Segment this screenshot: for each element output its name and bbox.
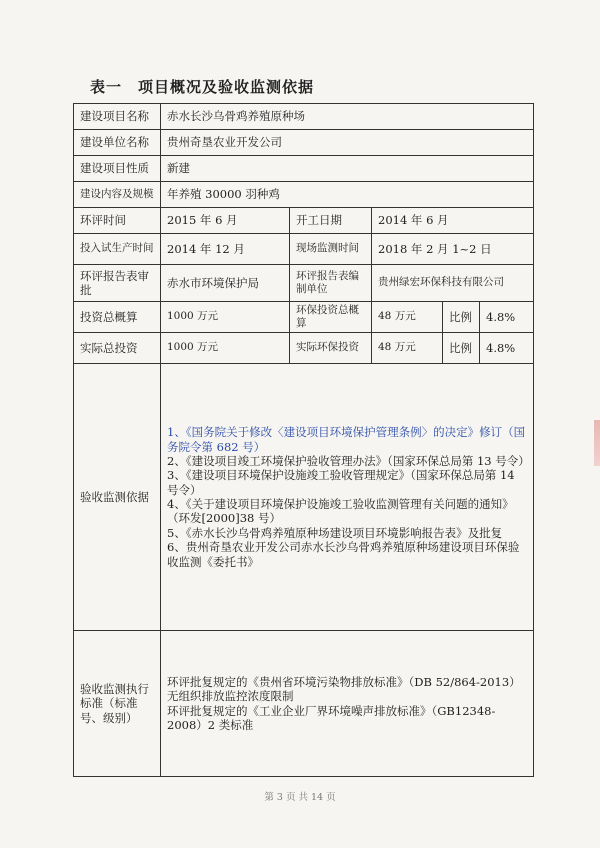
standard-item-2: 环评批复规定的《工业企业厂界环境噪声排放标准》（GB12348-2008）2 类标准	[167, 703, 496, 732]
row-approval	[74, 265, 534, 302]
label-basis: 验收监测依据	[74, 364, 161, 631]
label-unit-name: 建设单位名称	[74, 130, 161, 156]
value-start-date: 2014 年 6 月	[372, 208, 534, 234]
row-nature	[74, 156, 534, 182]
value-basis	[161, 364, 534, 631]
row-eia-time	[74, 208, 534, 234]
label-budget-ratio: 比例	[443, 302, 480, 333]
label-env-budget: 环保投资总概算	[290, 302, 372, 333]
label-scale: 建设内容及规模	[74, 182, 161, 208]
row-budget	[74, 302, 534, 333]
standard-item-1: 环评批复规定的《贵州省环境污染物排放标准》（DB 52/864-2013）无组织排放监控浓度限制	[167, 674, 521, 704]
label-standards: 验收监测执行标准（标准号、级别）	[74, 631, 161, 777]
row-standards	[74, 631, 534, 777]
basis-item-1: 1、《国务院关于修改〈建设项目环境保护管理条例〉的决定》修订（国务院令第 682 号）	[167, 425, 526, 454]
value-budget: 1000 万元	[161, 302, 290, 333]
label-site-monitoring: 现场监测时间	[290, 234, 372, 265]
value-prepared-by: 贵州绿宏环保科技有限公司	[372, 265, 534, 302]
value-budget-ratio: 4.8%	[480, 302, 534, 333]
value-scale: 年养殖 30000 羽种鸡	[161, 182, 534, 208]
label-budget: 投资总概算	[74, 302, 161, 333]
label-actual-ratio: 比例	[443, 333, 480, 364]
label-actual: 实际总投资	[74, 333, 161, 364]
table-title: 表一 项目概况及验收监测依据	[90, 78, 315, 96]
value-actual-ratio: 4.8%	[480, 333, 534, 364]
basis-item-5: 5、《赤水长沙乌骨鸡养殖原种场建设项目环境影响报告表》及批复	[167, 525, 503, 540]
value-site-monitoring: 2018 年 2 月 1~2 日	[372, 234, 534, 265]
label-prepared-by: 环评报告表编制单位	[290, 265, 372, 302]
label-approval: 环评报告表审批	[74, 265, 161, 302]
label-trial-run: 投入试生产时间	[74, 234, 161, 265]
label-start-date: 开工日期	[290, 208, 372, 234]
value-unit-name: 贵州奇垦农业开发公司	[161, 130, 534, 156]
value-actual: 1000 万元	[161, 333, 290, 364]
basis-item-2: 2、《建设项目竣工环境保护验收管理办法》（国家环保总局第 13 号令）	[167, 453, 530, 468]
value-standards	[161, 631, 534, 777]
row-actual	[74, 333, 534, 364]
value-approval: 赤水市环境保护局	[161, 265, 290, 302]
basis-item-4: 4、《关于建设项目环境保护设施竣工验收监测管理有关问题的通知》（环发[2000]38 号）	[167, 497, 514, 526]
project-overview-table	[73, 103, 534, 777]
label-actual-env: 实际环保投资	[290, 333, 372, 364]
value-actual-env: 48 万元	[372, 333, 443, 364]
label-eia-time: 环评时间	[74, 208, 161, 234]
row-scale	[74, 182, 534, 208]
row-project-name	[74, 104, 534, 130]
label-project-name: 建设项目名称	[74, 104, 161, 130]
value-nature: 新建	[161, 156, 534, 182]
basis-item-3: 3、《建设项目环境保护设施竣工验收管理规定》（国家环保总局第 14 号令）	[167, 468, 515, 497]
value-trial-run: 2014 年 12 月	[161, 234, 290, 265]
edge-seal-mark	[594, 420, 600, 466]
value-env-budget: 48 万元	[372, 302, 443, 333]
basis-item-6: 6、贵州奇垦农业开发公司赤水长沙乌骨鸡养殖原种场建设项目环保验收监测《委托书》	[167, 540, 520, 569]
row-unit-name	[74, 130, 534, 156]
row-trial-run	[74, 234, 534, 265]
value-project-name: 赤水长沙乌骨鸡养殖原种场	[161, 104, 534, 130]
label-nature: 建设项目性质	[74, 156, 161, 182]
row-basis	[74, 364, 534, 631]
value-eia-time: 2015 年 6 月	[161, 208, 290, 234]
page-footer: 第 3 页 共 14 页	[264, 792, 336, 803]
